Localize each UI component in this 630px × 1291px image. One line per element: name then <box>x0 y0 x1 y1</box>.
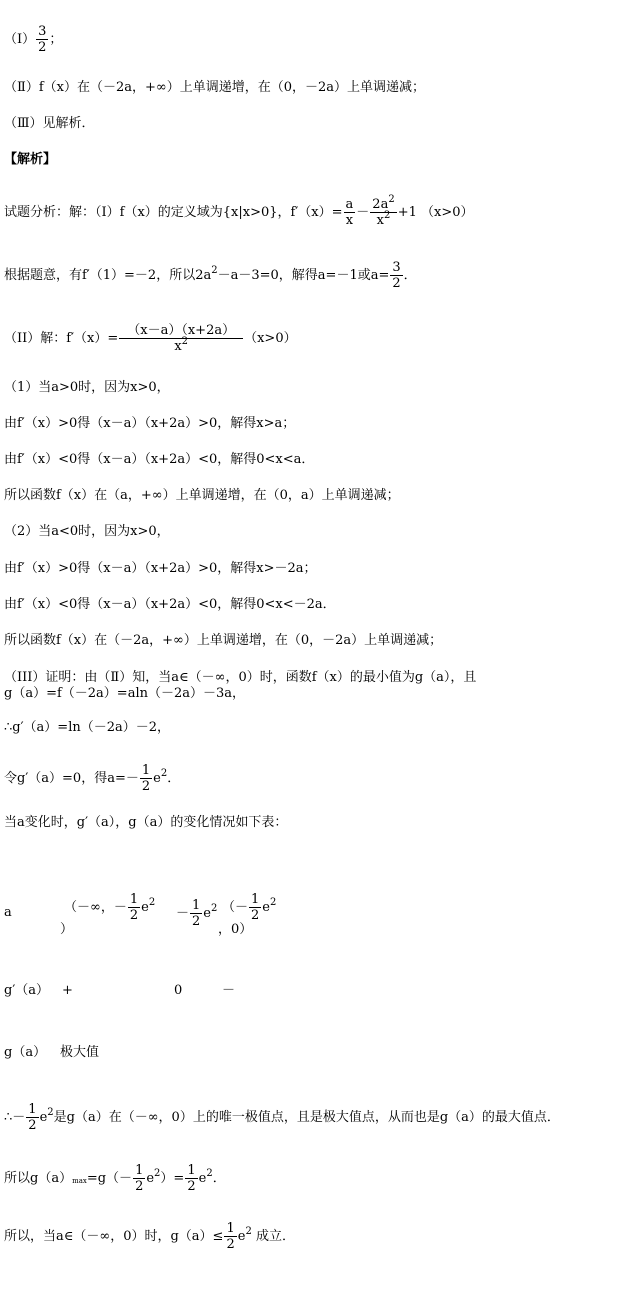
part3-line4 <box>4 763 180 794</box>
conclusion-line2 <box>4 1163 226 1194</box>
text: e <box>237 1229 246 1244</box>
text: 所以，当a∈（－∞，0）时，g（a）≤ <box>4 1229 224 1244</box>
answer-iii: （Ⅲ）见解析． <box>4 116 95 131</box>
fraction <box>128 892 140 923</box>
table-row2-cell2: + <box>62 983 73 998</box>
exponent: 2 <box>181 336 189 347</box>
part3-line3: ∴g′（a）=ln（－2a）－2， <box>4 720 171 735</box>
table-row3-cell2: 极大值 <box>60 1045 100 1060</box>
table-row2-cell3: 0 <box>174 983 183 998</box>
text: ∴－ <box>4 1110 26 1125</box>
fraction <box>390 260 402 291</box>
part3-line2: g（a）=f（－2a）=aln（－2a）－3a， <box>4 686 246 701</box>
text: ． <box>403 268 417 283</box>
denominator: 2 <box>141 779 151 794</box>
text: e <box>146 1171 155 1186</box>
denominator: 2 <box>135 1179 144 1194</box>
numerator: 1 <box>187 1163 196 1178</box>
text: 成立． <box>251 1229 295 1244</box>
text: =g（－ <box>86 1171 133 1186</box>
fraction <box>370 194 396 228</box>
table-row1-cell2-close: ） <box>60 922 74 937</box>
denominator: x <box>345 213 354 228</box>
text: 令g′（a）=0，得a=－ <box>4 771 139 786</box>
table-row1-cell2 <box>64 892 155 923</box>
answer-i-end: ； <box>49 32 63 47</box>
numerator: a <box>345 197 354 212</box>
conclusion-line3 <box>4 1221 295 1252</box>
denominator: 2 <box>192 914 201 929</box>
denominator: 2 <box>226 1237 235 1252</box>
denominator: 2 <box>38 40 47 55</box>
part1-line1 <box>4 194 474 228</box>
text: e <box>153 771 161 786</box>
text: 试题分析：解：（I）f（x）的定义域为{x|x>0}，f′（x）= <box>4 205 343 220</box>
part3-line1: （III）证明：由（Ⅱ）知，当a∈（－∞，0）时，函数f（x）的最小值为g（a），且 <box>4 670 477 685</box>
denominator: 2 <box>187 1179 196 1194</box>
exponent: 2 <box>47 1107 54 1118</box>
answer-i <box>4 24 62 55</box>
fraction <box>185 1163 197 1194</box>
part2-case2-decreasing: 由f′（x）<0得（x－a）（x+2a）<0，解得0<x<－2a． <box>4 597 336 612</box>
fraction <box>119 323 243 354</box>
table-row1-cell3 <box>176 898 217 929</box>
numerator: 1 <box>226 1221 235 1236</box>
analysis-header: 【解析】 <box>4 152 57 167</box>
text: （－∞，－ <box>64 900 127 915</box>
numerator: 1 <box>28 1102 37 1117</box>
part1-line2 <box>4 260 417 291</box>
part2-line1 <box>4 323 297 354</box>
numerator: 1 <box>129 892 139 907</box>
fraction <box>36 24 48 55</box>
exponent: 2 <box>206 1168 213 1179</box>
text: e <box>198 1171 207 1186</box>
text: e <box>262 900 270 915</box>
part2-case2: （2）当a<0时，因为x>0， <box>4 524 170 539</box>
numerator: 1 <box>192 898 201 913</box>
denominator: 2 <box>392 276 401 291</box>
text: ）= <box>160 1171 185 1186</box>
table-row1-cell4 <box>222 892 276 923</box>
subscript: max <box>72 1177 87 1185</box>
table-row1-header: a <box>4 905 12 920</box>
exponent: 2 <box>211 265 218 276</box>
part2-case1: （1）当a>0时，因为x>0， <box>4 380 170 395</box>
part2-case2-summary: 所以函数f（x）在（－2a，+∞）上单调递增，在（0，－2a）上单调递减； <box>4 633 443 648</box>
exponent: 2 <box>211 903 218 914</box>
text: e <box>203 906 211 921</box>
fraction <box>224 1221 236 1252</box>
text: 根据题意，有f′（1）=－2，所以2a <box>4 268 212 283</box>
part2-case1-decreasing: 由f′（x）<0得（x－a）（x+2a）<0，解得0<x<a． <box>4 452 315 467</box>
denominator: 2 <box>28 1118 37 1133</box>
part2-case2-increasing: 由f′（x）>0得（x－a）（x+2a）>0，解得x>－2a； <box>4 561 317 576</box>
exponent: 2 <box>154 1168 161 1179</box>
exponent: 2 <box>160 768 168 779</box>
part2-case1-summary: 所以函数f（x）在（a，+∞）上单调递增，在（0，a）上单调递减； <box>4 488 400 503</box>
denominator <box>370 210 396 228</box>
text: － <box>356 205 370 220</box>
numerator: 3 <box>392 260 401 275</box>
exponent: 2 <box>383 210 391 221</box>
text: （－ <box>222 900 249 915</box>
text: （II）解：f′（x）= <box>4 331 119 346</box>
numerator: 1 <box>141 763 151 778</box>
fraction <box>344 197 356 228</box>
text: 是g（a）在（－∞，0）上的唯一极值点，且是极大值点，从而也是g（a）的最大值点． <box>53 1110 560 1125</box>
text: e <box>39 1110 48 1125</box>
text: （x>0） <box>244 331 297 346</box>
denominator: 2 <box>129 908 139 923</box>
table-row1-cell4-close: ，0） <box>218 922 253 937</box>
conclusion-line1 <box>4 1102 560 1133</box>
table-row2-header: g′（a） <box>4 983 50 998</box>
answer-i-label: （Ⅰ） <box>4 32 36 47</box>
denominator: 2 <box>251 908 260 923</box>
text: e <box>141 900 149 915</box>
numerator: 1 <box>135 1163 144 1178</box>
exponent: 2 <box>245 1226 252 1237</box>
exponent: 2 <box>270 897 277 908</box>
text: － <box>176 906 190 921</box>
exponent: 2 <box>388 194 395 205</box>
text: x <box>376 213 384 228</box>
text: x <box>174 339 182 354</box>
numerator: 3 <box>38 24 47 39</box>
text: +1 （x>0） <box>397 205 474 220</box>
part2-case1-increasing: 由f′（x）>0得（x－a）（x+2a）>0，解得x>a； <box>4 416 296 431</box>
exponent: 2 <box>148 897 156 908</box>
fraction <box>26 1102 38 1133</box>
denominator <box>119 336 243 354</box>
fraction <box>140 763 152 794</box>
numerator: （x－a）（x+2a） <box>119 323 243 339</box>
text: ． <box>167 771 181 786</box>
fraction <box>249 892 261 923</box>
numerator: 1 <box>251 892 260 907</box>
text: 2a <box>372 197 389 212</box>
part3-line5: 当a变化时，g′（a），g（a）的变化情况如下表： <box>4 815 288 830</box>
table-row3-header: g（a） <box>4 1045 47 1060</box>
fraction <box>190 898 202 929</box>
text: －a－3=0，解得a=－1或a= <box>217 268 390 283</box>
text: 所以g（a） <box>4 1171 73 1186</box>
text: ． <box>212 1171 226 1186</box>
table-row2-cell4: － <box>222 983 236 998</box>
answer-ii: （Ⅱ）f（x）在（－2a，+∞）上单调递增，在（0，－2a）上单调递减； <box>4 80 426 95</box>
fraction <box>133 1163 145 1194</box>
